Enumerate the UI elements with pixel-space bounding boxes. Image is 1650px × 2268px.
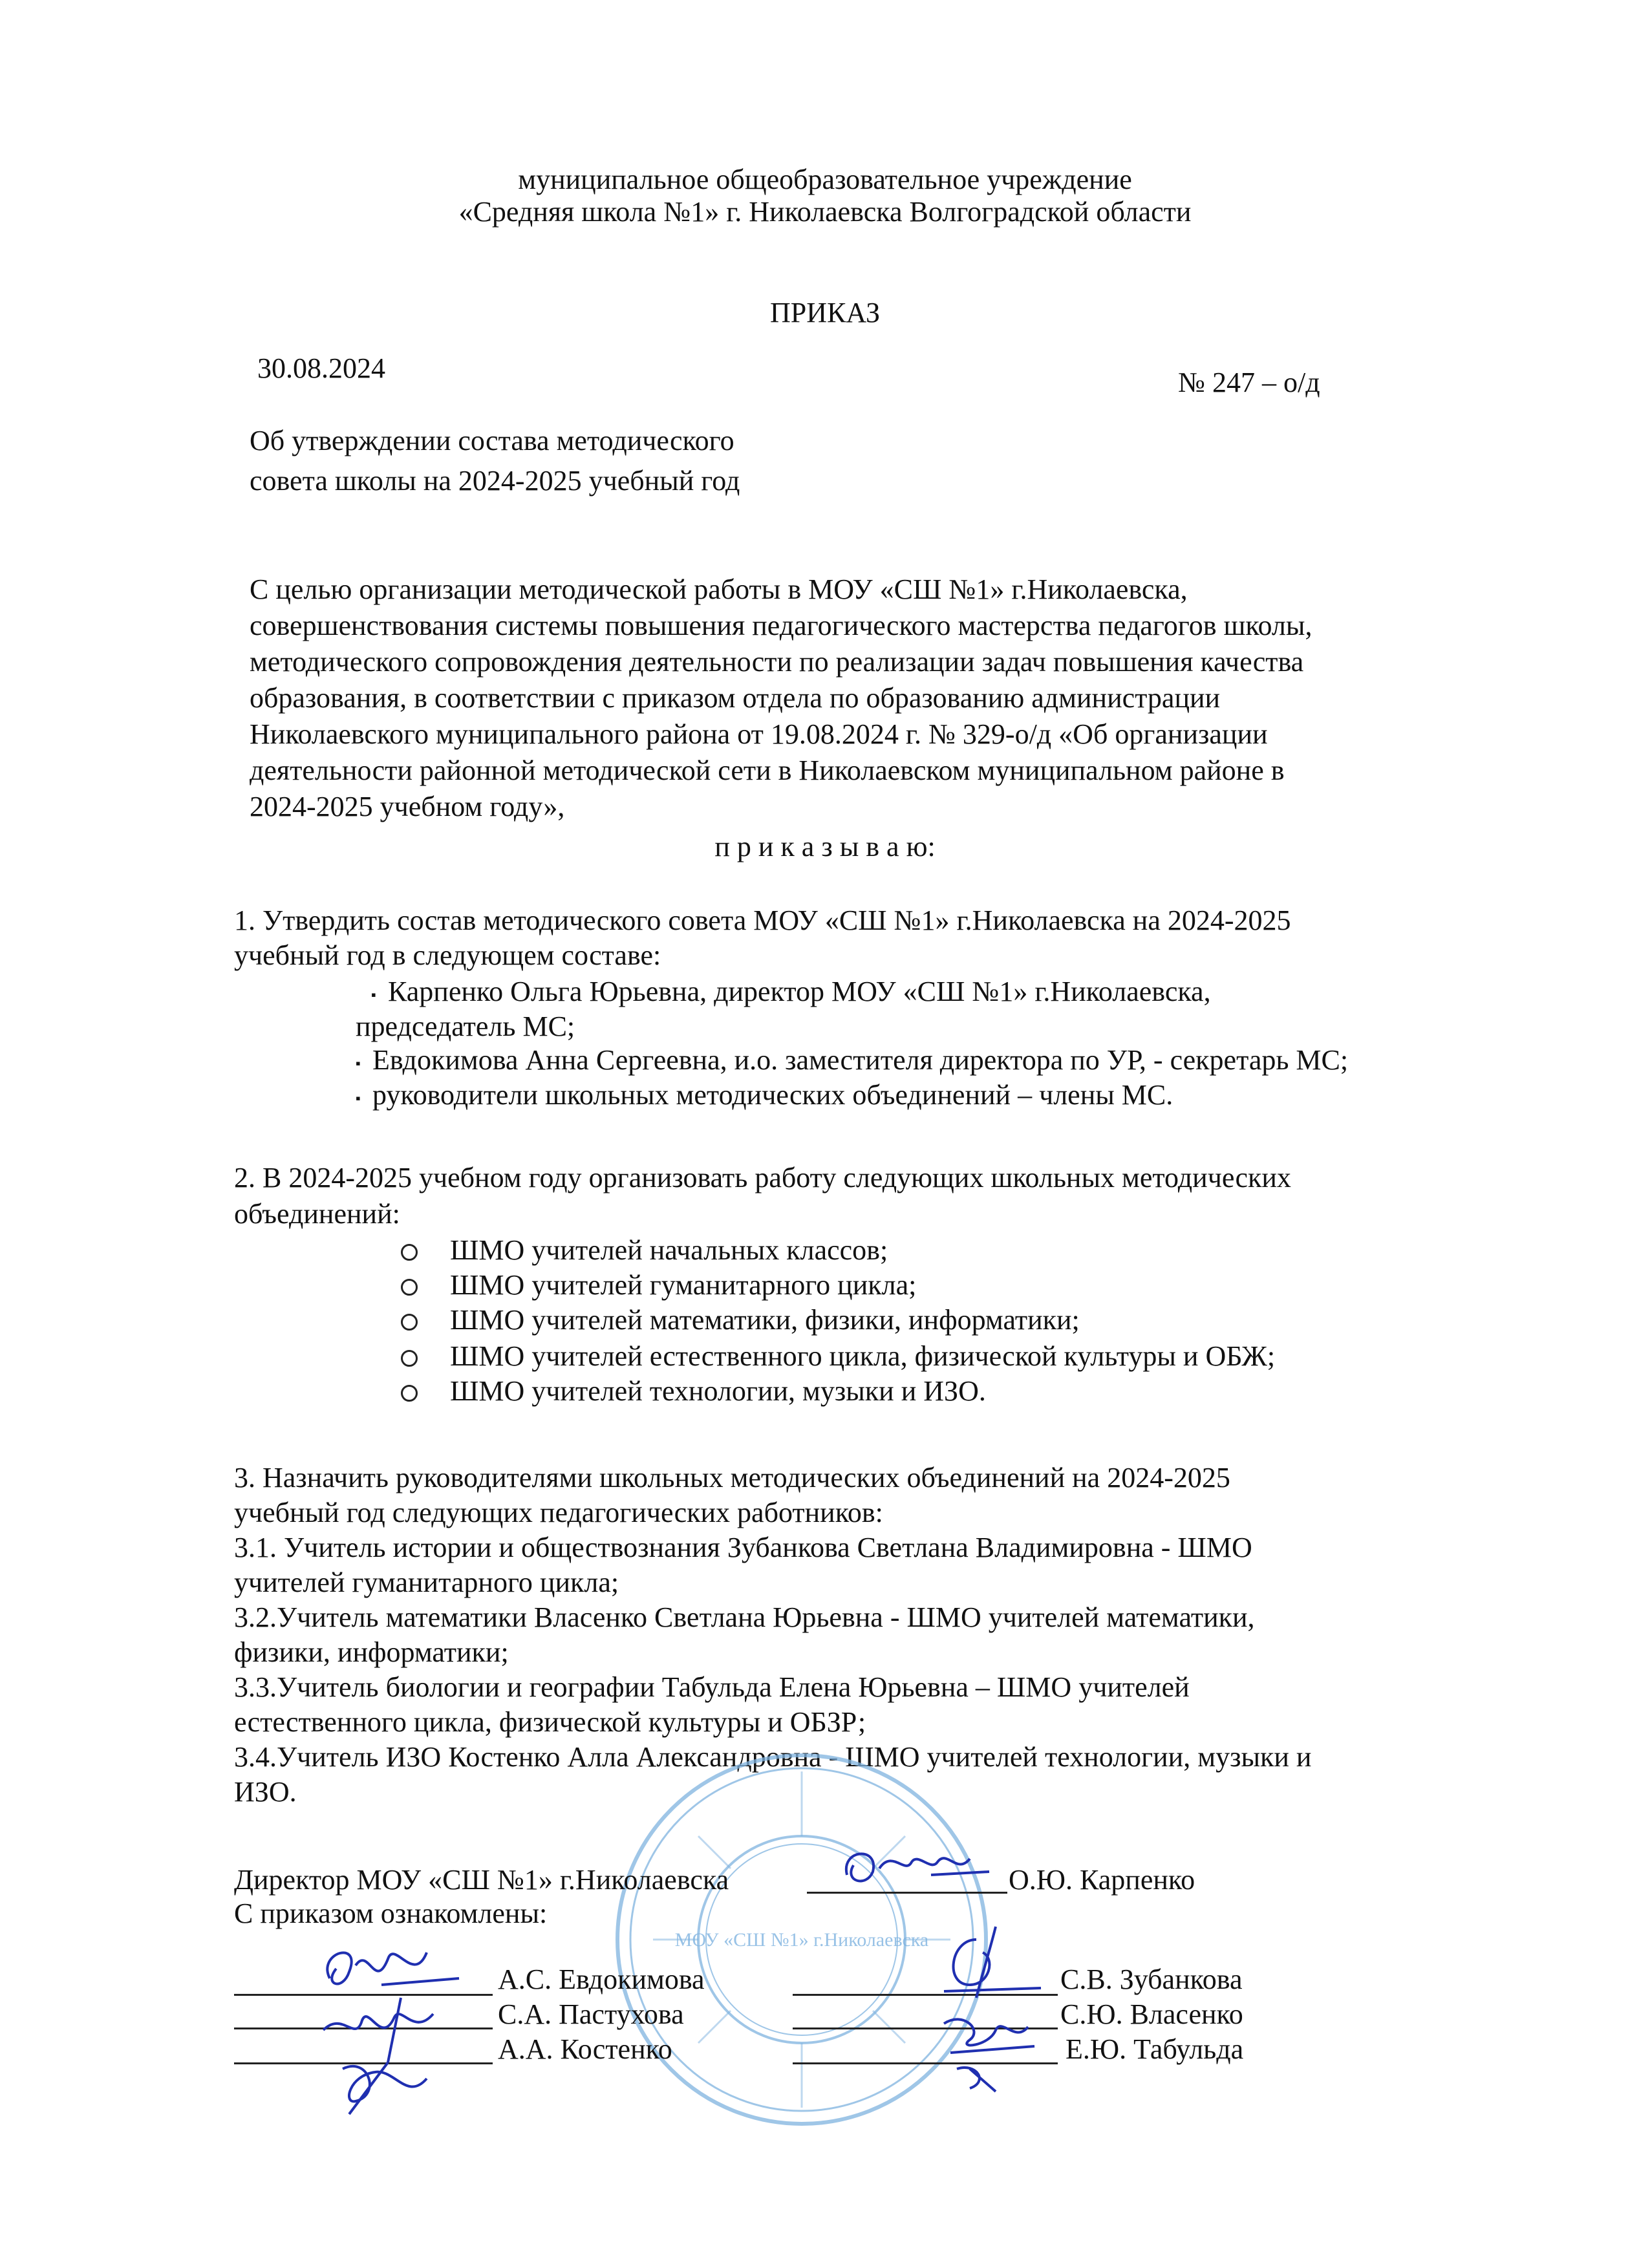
group-item: ШМО учителей начальных классов; xyxy=(450,1234,888,1266)
item1-line-1: 1. Утвердить состав методического совета МОУ «СШ №1» г.Николаевска на 2024-2025 xyxy=(234,904,1291,936)
acquainted-name: А.А. Костенко xyxy=(498,2033,672,2065)
item3-line: физики, информатики; xyxy=(234,1636,509,1668)
item3-line: 3.4.Учитель ИЗО Костенко Алла Александровна - ШМО учителей технологии, музыки и xyxy=(234,1741,1312,1773)
bullet-circle-icon xyxy=(401,1385,418,1402)
acquainted-name: А.С. Евдокимова xyxy=(498,1963,705,1995)
stamp-center-text: МОУ «СШ №1» г.Николаевска xyxy=(674,1929,929,1951)
acquainted-name: С.А. Пастухова xyxy=(498,1998,684,2030)
bullet-square-icon: ▪ xyxy=(356,1055,361,1071)
group-item: ШМО учителей технологии, музыки и ИЗО. xyxy=(450,1375,986,1407)
subject-line-2: совета школы на 2024-2025 учебный год xyxy=(250,465,740,497)
preamble-line: деятельности районной методической сети в Николаевском муниципальном районе в xyxy=(250,754,1285,786)
item3-line: 3. Назначить руководителями школьных методических объединений на 2024-2025 xyxy=(234,1462,1230,1493)
order-date: 30.08.2024 xyxy=(257,352,385,384)
group-item: ШМО учителей естественного цикла, физической культуры и ОБЖ; xyxy=(450,1340,1276,1372)
preamble-line: методического сопровождения деятельности по реализации задач повышения качества xyxy=(250,646,1304,678)
bullet-circle-icon xyxy=(401,1244,418,1261)
acquainted-name: Е.Ю. Табульда xyxy=(1066,2033,1244,2065)
order-title: ПРИКАЗ xyxy=(769,297,881,328)
subject-line-1: Об утверждении состава методического xyxy=(250,425,734,456)
decree-word: п р и к а з ы в а ю: xyxy=(714,831,936,862)
item3-line: 3.3.Учитель биологии и географии Табульда Елена Юрьевна – ШМО учителей xyxy=(234,1671,1190,1703)
bullet-circle-icon xyxy=(401,1350,418,1367)
order-number: № 247 – о/д xyxy=(1178,367,1320,398)
director-name: О.Ю. Карпенко xyxy=(1009,1864,1195,1896)
item2-line-2: объединений: xyxy=(234,1198,400,1230)
preamble-line: совершенствования системы повышения педагогического мастерства педагогов школы, xyxy=(250,610,1312,641)
member-item: председатель МС; xyxy=(356,1011,575,1042)
group-item: ШМО учителей математики, физики, информатики; xyxy=(450,1304,1080,1336)
item2-line-1: 2. В 2024-2025 учебном году организовать работу следующих школьных методических xyxy=(234,1162,1291,1193)
director-signature xyxy=(834,1836,996,1894)
preamble-line: С целью организации методической работы в МОУ «СШ №1» г.Николаевска, xyxy=(250,573,1188,605)
preamble-line: Николаевского муниципального района от 19.08.2024 г. № 329-о/д «Об организации xyxy=(250,718,1268,750)
preamble-line: образования, в соответствии с приказом отдела по образованию администрации xyxy=(250,682,1221,714)
item3-line: 3.1. Учитель истории и обществознания Зубанкова Светлана Владимировна - ШМО xyxy=(234,1532,1252,1563)
member-item: руководители школьных методических объединений – члены МС. xyxy=(372,1079,1173,1111)
acquainted-name: С.Ю. Власенко xyxy=(1060,1998,1243,2030)
director-label: Директор МОУ «СШ №1» г.Николаевска xyxy=(234,1864,729,1896)
acquainted-label: С приказом ознакомлены: xyxy=(234,1898,548,1929)
member-item: Карпенко Ольга Юрьевна, директор МОУ «СШ №1» г.Николаевска, xyxy=(388,976,1211,1007)
bullet-circle-icon xyxy=(401,1314,418,1331)
acquainted-name: С.В. Зубанкова xyxy=(1060,1963,1243,1995)
item3-line: учителей гуманитарного цикла; xyxy=(234,1567,619,1598)
bullet-square-icon: ▪ xyxy=(371,987,376,1003)
member-item: Евдокимова Анна Сергеевна, и.о. заместителя директора по УР, - секретарь МС; xyxy=(372,1044,1349,1076)
item1-line-2: учебный год в следующем составе: xyxy=(234,939,661,971)
item3-line: учебный год следующих педагогических работников: xyxy=(234,1497,883,1528)
handwritten-signatures-left xyxy=(304,1933,472,2121)
group-item: ШМО учителей гуманитарного цикла; xyxy=(450,1269,917,1301)
preamble-line: 2024-2025 учебном году», xyxy=(250,791,565,822)
item3-line: ИЗО. xyxy=(234,1776,297,1808)
item3-line: естественного цикла, физической культуры и ОБЗР; xyxy=(234,1706,866,1738)
org-line-2: «Средняя школа №1» г. Николаевска Волгоградской области xyxy=(458,196,1192,228)
bullet-circle-icon xyxy=(401,1279,418,1296)
handwritten-signatures-right xyxy=(905,1914,1054,2101)
org-line-1: муниципальное общеобразовательное учреждение xyxy=(518,164,1132,195)
item3-line: 3.2.Учитель математики Власенко Светлана Юрьевна - ШМО учителей математики, xyxy=(234,1601,1255,1633)
bullet-square-icon: ▪ xyxy=(356,1090,361,1106)
